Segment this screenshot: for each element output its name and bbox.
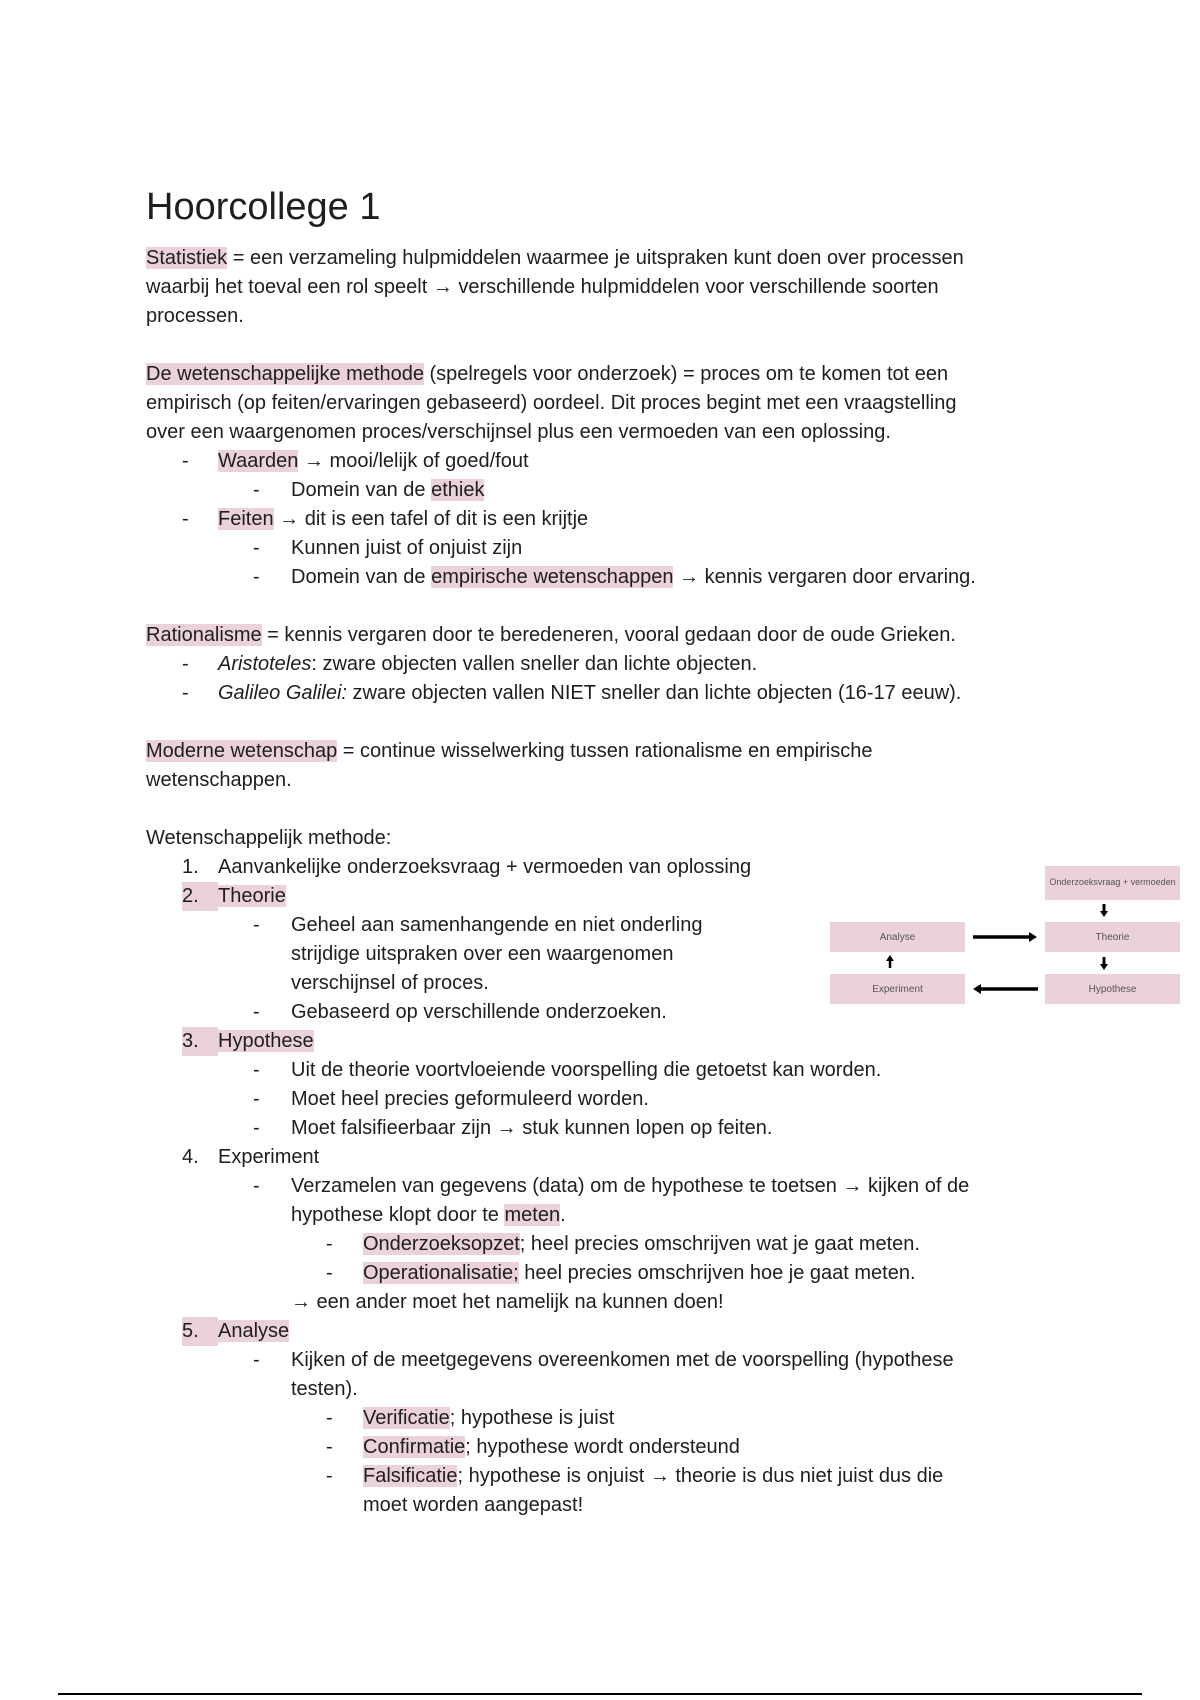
step-5: 5. Analyse — [146, 1317, 1076, 1346]
list-item: - Verzamelen van gegevens (data) om de hypothese te toetsen → kijken of de — [253, 1175, 970, 1197]
list-item: - Moet heel precies geformuleerd worden. — [253, 1088, 649, 1110]
list-item: - Operationalisatie; heel precies omschrijven hoe je gaat meten. — [326, 1262, 916, 1284]
list-item: - Kunnen juist of onjuist zijn — [253, 537, 523, 559]
list-item: - Onderzoeksopzet; heel precies omschrijven wat je gaat meten. — [326, 1233, 920, 1255]
list-item: - Falsificatie; hypothese is onjuist → theorie is dus niet juist dus die — [326, 1465, 944, 1487]
list-item: - Waarden → mooi/lelijk of goed/fout — [182, 450, 529, 472]
diagram-box-hypothesis: Hypothese — [1045, 974, 1180, 1004]
list-item: - Aristoteles: zware objecten vallen sneller dan lichte objecten. — [182, 653, 758, 675]
list-item-continuation: testen). — [291, 1378, 358, 1400]
term-highlight: De wetenschappelijke methode — [146, 363, 424, 385]
list-item: - Domein van de empirische wetenschappen → kennis vergaren door ervaring. — [253, 566, 976, 588]
list-item: - Confirmatie; hypothese wordt ondersteund — [326, 1436, 740, 1458]
diagram-box-question: Onderzoeksvraag + vermoeden — [1045, 866, 1180, 900]
rationalism-paragraph: Rationalisme = kennis vergaren door te beredeneren, vooral gedaan door de oude Grieken. — [146, 624, 956, 646]
step-3: 3. Hypothese — [146, 1027, 1076, 1056]
diagram-box-analysis: Analyse — [830, 922, 965, 952]
diagram-box-experiment: Experiment — [830, 974, 965, 1004]
modern-paragraph: Moderne wetenschap = continue wisselwerking tussen rationalisme en empirische wetenschappen. — [146, 740, 873, 791]
list-item: - Verificatie; hypothese is juist — [326, 1407, 615, 1429]
method-paragraph: De wetenschappelijke methode (spelregels voor onderzoek) = proces om te komen tot een empirisch (op feiten/ervaringen gebaseerd) oordeel. Dit proces begint met een vraagstelling over een waargenomen proces/verschijnsel plus een vermoeden van een oplossing. — [146, 363, 957, 443]
step-2: 2. Theorie — [146, 882, 1076, 911]
arrow-head-icon — [886, 955, 894, 961]
arrow-head-icon — [1100, 911, 1108, 917]
list-item: - Geheel aan samenhangende en niet onderling — [253, 914, 703, 936]
step-4: 4. Experiment — [182, 1146, 320, 1168]
list-item: - Gebaseerd op verschillende onderzoeken. — [253, 1001, 667, 1023]
method-diagram — [830, 866, 1180, 1011]
list-item: - Galileo Galilei: zware objecten vallen NIET sneller dan lichte objecten (16-17 eeuw). — [182, 682, 962, 704]
list-item: - Kijken of de meetgegevens overeenkomen met de voorspelling (hypothese — [253, 1349, 954, 1371]
arrow-head-icon — [1029, 932, 1037, 942]
list-item-continuation: moet worden aangepast! — [363, 1494, 584, 1516]
arrow-head-icon — [1100, 964, 1108, 970]
step-1: 1. Aanvankelijke onderzoeksvraag + vermoeden van oplossing — [182, 856, 752, 878]
steps-heading: Wetenschappelijk methode: — [146, 827, 392, 849]
list-item: - Moet falsifieerbaar zijn → stuk kunnen lopen op feiten. — [253, 1117, 773, 1139]
list-item: - Domein van de ethiek — [253, 479, 485, 501]
list-item-continuation: hypothese klopt door te meten. — [291, 1204, 566, 1226]
list-item-continuation: strijdige uitspraken over een waargenomen — [291, 943, 674, 965]
list-item: - Uit de theorie voortvloeiende voorspelling die getoetst kan worden. — [253, 1059, 882, 1081]
page-title: Hoorcollege 1 — [146, 186, 381, 228]
page-bottom-rule — [58, 1693, 1142, 1695]
statistiek-paragraph: Statistiek = een verzameling hulpmiddelen waarmee je uitspraken kunt doen over processen waarbij het toeval een rol speelt → verschillende hulpmiddelen voor verschillende soorten processen. — [146, 247, 964, 327]
note: → een ander moet het namelijk na kunnen doen! — [291, 1291, 724, 1313]
document-page — [146, 184, 1076, 1520]
diagram-arrows — [830, 866, 1180, 1011]
diagram-box-theory: Theorie — [1045, 922, 1180, 952]
list-item-continuation: verschijnsel of proces. — [291, 972, 489, 994]
arrow-head-icon — [973, 984, 981, 994]
term-highlight: Statistiek — [146, 247, 228, 269]
list-item: - Feiten → dit is een tafel of dit is een krijtje — [182, 508, 589, 530]
